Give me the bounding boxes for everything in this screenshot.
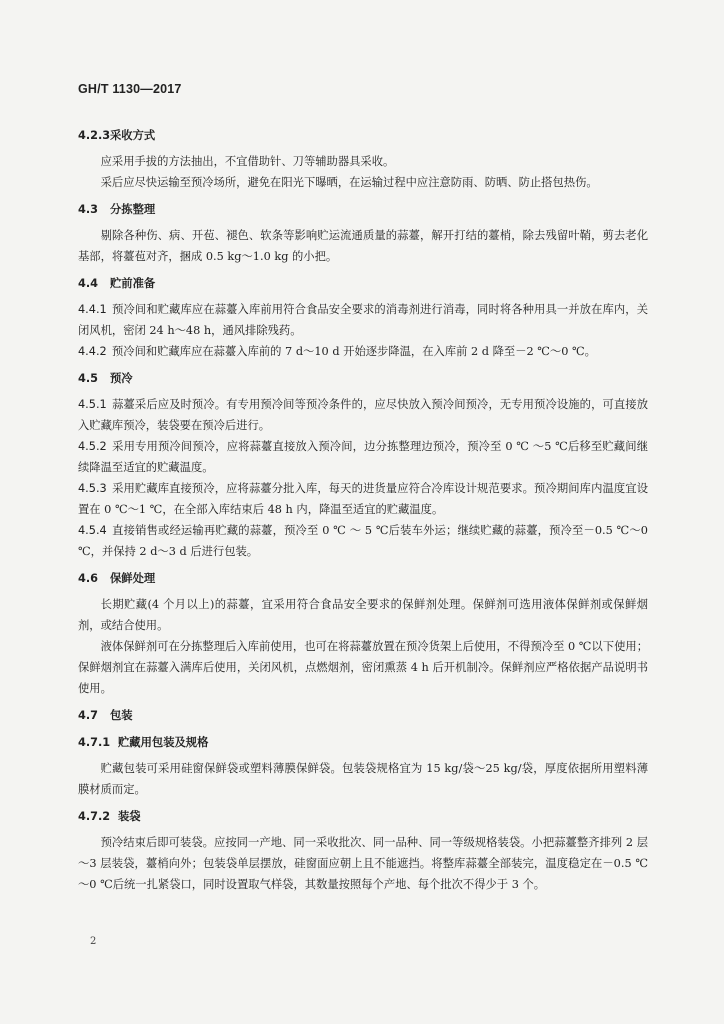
clause-number: 4.4.2 — [78, 345, 107, 358]
section-title: 分拣整理 — [110, 203, 156, 216]
section-number: 4.7.2 — [78, 810, 111, 823]
section-heading — [78, 705, 648, 726]
clause-number: 4.5.3 — [78, 482, 107, 495]
clause-text: 预冷间和贮藏库应在蒜薹入库前的 7 d～10 d 开始逐步降温，在入库前 2 d 降至－2 ℃～0 ℃。 — [112, 345, 596, 358]
clause-text: 采用专用预冷间预冷，应将蒜薹直接放入预冷间，边分拣整理边预冷，预冷至 0 ℃ ～5 ℃后移至贮藏间继续降温至适宜的贮藏温度。 — [78, 440, 648, 474]
clause — [78, 478, 648, 520]
clause-number: 4.5.4 — [78, 524, 107, 537]
clause — [78, 394, 648, 436]
clause-text: 蒜薹采后应及时预冷。有专用预冷间等预冷条件的，应尽快放入预冷间预冷，无专用预冷设施的，可直接放入贮藏库预冷，装袋要在预冷后进行。 — [78, 398, 648, 432]
paragraph: 采后应尽快运输至预冷场所，避免在阳光下曝晒，在运输过程中应注意防雨、防晒、防止搭包热伤。 — [100, 176, 598, 189]
clause-text: 预冷间和贮藏库应在蒜薹入库前用符合食品安全要求的消毒剂进行消毒，同时将各种用具一并放在库内，关闭风机，密闭 24 h～48 h，通风排除残药。 — [78, 303, 648, 337]
section-number: 4.4 — [78, 277, 99, 290]
paragraph: 应采用手拔的方法抽出，不宜借助针、刀等辅助器具采收。 — [100, 155, 395, 168]
section-heading — [78, 199, 648, 220]
standard-code: GH/T 1130—2017 — [78, 82, 182, 96]
section-heading — [78, 568, 648, 589]
paragraph: 剔除各种伤、病、开苞、褪色、软条等影响贮运流通质量的蒜薹，解开打结的薹梢，除去残留叶鞘，剪去老化基部，将薹苞对齐，捆成 0.5 kg～1.0 kg 的小把。 — [78, 229, 648, 263]
section-heading — [78, 125, 648, 146]
section-title: 贮前准备 — [110, 277, 156, 290]
section-number: 4.5 — [78, 372, 99, 385]
section-heading — [78, 368, 648, 389]
clause-number: 4.5.1 — [78, 398, 107, 411]
document-body — [78, 119, 648, 895]
section-title: 包装 — [110, 709, 133, 722]
clause-text: 直接销售或经运输再贮藏的蒜薹，预冷至 0 ℃ ～ 5 ℃后装车外运；继续贮藏的蒜薹，预冷至－0.5 ℃～0 ℃，并保持 2 d～3 d 后进行包装。 — [78, 524, 648, 558]
paragraph: 长期贮藏(4 个月以上)的蒜薹，宜采用符合食品安全要求的保鲜剂处理。保鲜剂可选用液体保鲜剂或保鲜烟剂，或结合使用。 — [78, 598, 648, 632]
section-number: 4.7.1 — [78, 736, 111, 749]
page-number: 2 — [90, 936, 97, 947]
clause — [78, 520, 648, 562]
paragraph: 预冷结束后即可装袋。应按同一产地、同一采收批次、同一品种、同一等级规格装袋。小把蒜薹整齐排列 2 层～3 层装袋，薹梢向外；包装袋单层摆放，硅窗面应朝上且不能遮挡。将整库蒜薹全部装完，温度稳定在－0.5 ℃～0 ℃后统一扎紧袋口，同时设置取气样袋，其数量按照每个产地、每个批次不得少于 3 个。 — [78, 836, 648, 891]
section-title: 装袋 — [118, 810, 141, 823]
section-heading — [78, 806, 648, 827]
section-number: 4.3 — [78, 203, 99, 216]
section-heading — [78, 273, 648, 294]
clause-text: 采用贮藏库直接预冷，应将蒜薹分批入库，每天的进货量应符合冷库设计规范要求。预冷期间库内温度宜设置在 0 ℃～1 ℃，在全部入库结束后 48 h 内，降温至适宜的贮藏温度。 — [78, 482, 648, 516]
section-heading — [78, 732, 648, 753]
clause — [78, 436, 648, 478]
section-title: 贮藏用包装及规格 — [118, 736, 209, 749]
section-number: 4.6 — [78, 572, 99, 585]
section-title: 预冷 — [110, 372, 133, 385]
paragraph: 贮藏包装可采用硅窗保鲜袋或塑料薄膜保鲜袋。包装袋规格宜为 15 kg/袋～25 kg/袋，厚度依据所用塑料薄膜材质而定。 — [78, 762, 648, 796]
clause-number: 4.5.2 — [78, 440, 107, 453]
clause — [78, 341, 648, 362]
section-number: 4.7 — [78, 709, 99, 722]
clause-number: 4.4.1 — [78, 303, 107, 316]
section-title: 保鲜处理 — [110, 572, 156, 585]
clause — [78, 299, 648, 341]
section-title: 采收方式 — [110, 129, 156, 142]
paragraph: 液体保鲜剂可在分拣整理后入库前使用，也可在将蒜薹放置在预冷货架上后使用，不得预冷至 0 ℃以下使用；保鲜烟剂宜在蒜薹入满库后使用，关闭风机，点燃烟剂，密闭熏蒸 4 h 后开机制冷。保鲜剂应严格依据产品说明书使用。 — [78, 640, 648, 695]
section-number: 4.2.3 — [78, 129, 111, 142]
